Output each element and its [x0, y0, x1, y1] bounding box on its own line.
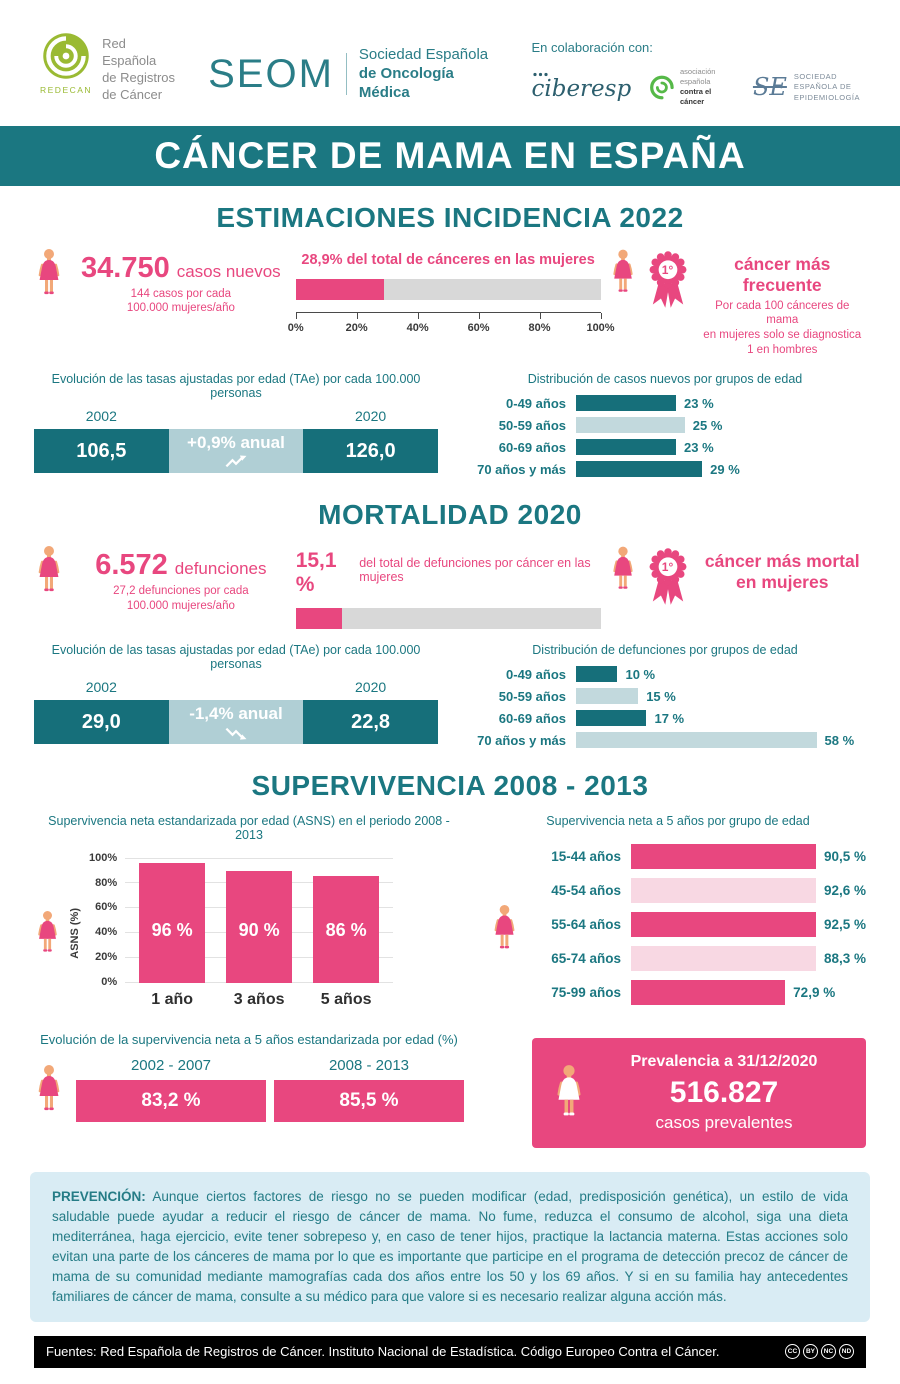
dist-row: [464, 395, 866, 411]
dist-row-bar: [576, 732, 817, 748]
mortality-rank-stat: [609, 545, 866, 608]
survival-age-row: [527, 946, 866, 971]
survival-age-label: 45-54 años: [551, 883, 621, 899]
see-logo: [753, 72, 860, 104]
aecc-text-line: asociación: [679, 67, 716, 76]
sources-text: Fuentes: Red Española de Registros de Cáncer. Instituto Nacional de Estadística. Código Europeo Contra el Cáncer.: [46, 1344, 720, 1360]
woman-icon: [34, 1064, 64, 1116]
survival-age-row: [527, 912, 866, 937]
survival-age-value: 92,5 %: [823, 917, 866, 933]
cc-nc-icon: NC: [821, 1344, 836, 1359]
axis-tick: [540, 313, 542, 319]
dist-row-value: 17 %: [654, 710, 685, 726]
y-tick-label: 0%: [101, 975, 118, 988]
survival-age-bar: [631, 946, 816, 971]
tae-value-end: 22,8: [303, 700, 438, 744]
survival-age-value: 92,6 %: [823, 883, 866, 899]
evolution-period-label: 2008 - 2013: [328, 1057, 410, 1075]
survival-charts-row: [0, 814, 900, 1014]
axis-tick: [418, 313, 420, 319]
dist-row: [464, 710, 866, 726]
trend-up-icon: [223, 455, 249, 469]
survival-section-title: SUPERVIVENCIA 2008 - 2013: [251, 770, 649, 802]
dist-row-bar: [576, 666, 617, 682]
dist-row-label: 70 años y más: [477, 461, 566, 477]
aecc-text-line: española: [679, 77, 711, 87]
aecc-text-line: contra el cáncer: [679, 87, 712, 107]
see-text-line: ESPAÑOLA DE: [793, 82, 852, 91]
tae-change-label: -1,4% anual: [189, 703, 283, 723]
dist-row: [464, 439, 866, 455]
mortality-share-bar: [296, 608, 342, 629]
incidence-rate-note: 144 casos por cada: [130, 287, 232, 300]
axis-tick: [601, 313, 603, 319]
incidence-age-distribution: [464, 372, 866, 483]
redecan-text-line: de Registros: [102, 69, 176, 85]
dist-row: [464, 417, 866, 433]
incidence-cases-label: casos nuevos: [176, 261, 281, 281]
footer-bar: [34, 1336, 866, 1368]
survival-age-label: 55-64 años: [551, 917, 621, 933]
prevention-text: Aunque ciertos factores de riesgo no se pueden modificar (edad, predisposición genética), un estilo de vida saludable puede ayudar a reducir el riesgo de cáncer de mama. No fume, reduzca el consumo de alcohol, siga una dieta mediterránea, haga ejercicio, evite tener sobrepeso y, en caso de tener hijos, practique la lactancia materna. Estas acciones solo evitan una parte de los cánceres de mama por lo que es importante que participe en el programa de detección precoz de cáncer de mama de su comunidad mediante mamografías cada dos años entre los 50 y los 69 años. Y si en su familia hay antecedentes familiares de cáncer de mama, consulte a su médico para que valore si es necesario realizar alguna acción más.: [52, 1189, 848, 1304]
incidence-section-title: ESTIMACIONES INCIDENCIA 2022: [216, 201, 684, 233]
survival-age-label: 15-44 años: [551, 849, 621, 865]
asns-x-label: 5 años: [320, 991, 372, 1009]
axis-tick: [296, 313, 298, 319]
mortality-rate-note: 100.000 mujeres/año: [126, 600, 235, 613]
asns-bar: [313, 876, 379, 984]
incidence-cases-number: 34.750: [81, 251, 170, 284]
dist-row-value: 23 %: [684, 439, 714, 455]
survival-age-label: 75-99 años: [551, 985, 621, 1001]
survival-age-row: [527, 980, 866, 1005]
rank-badge-number: 1°: [661, 262, 674, 277]
seom-wordmark: SEOM: [208, 51, 334, 96]
y-tick-label: 100%: [89, 851, 118, 864]
dist-row: [464, 461, 866, 477]
survival-evolution-block: [34, 1032, 464, 1122]
axis-tick-label: 80%: [528, 321, 551, 334]
first-place-rosette-icon: [644, 248, 692, 311]
survival-age-bar: [631, 912, 816, 937]
mortality-rank-title: cáncer más mortal: [704, 551, 860, 572]
header: [0, 0, 900, 122]
axis-tick-label: 100%: [586, 321, 615, 334]
dist-row-value: 23 %: [684, 395, 714, 411]
dist-row-label: 60-69 años: [498, 439, 566, 455]
survival-age-bar: [631, 980, 785, 1005]
survival-age-row: [527, 844, 866, 869]
survival-age-row: [527, 878, 866, 903]
mortality-stats-row: [0, 543, 900, 629]
mortality-share-track: [296, 608, 601, 629]
ciberesp-wordmark: ciberesp: [531, 76, 632, 103]
dist-row: [464, 688, 866, 704]
collaboration-block: [531, 40, 860, 108]
prevention-note: [30, 1172, 870, 1322]
mortality-age-distribution: [464, 643, 866, 754]
page-title: CÁNCER DE MAMA EN ESPAÑA: [0, 126, 900, 186]
woman-icon: [609, 248, 637, 298]
see-logo-icon: SE: [752, 73, 787, 102]
seom-text-line: de Oncología Médica: [358, 64, 454, 101]
asns-chart-title: Supervivencia neta estandarizada por edad (ASNS) en el periodo 2008 - 2013: [48, 814, 450, 843]
survival-by-age-block: [490, 814, 866, 1014]
mortality-share-chart: [296, 549, 601, 629]
aecc-logo-icon: [649, 74, 675, 101]
woman-icon: [34, 545, 64, 597]
collaboration-label: En colaboración con:: [531, 40, 653, 55]
prevalence-card: [532, 1038, 866, 1148]
axis-tick-label: 20%: [345, 321, 368, 334]
mortality-tae-block: [34, 643, 438, 754]
prevalence-number: 516.827: [669, 1076, 779, 1110]
y-tick-label: 80%: [95, 876, 118, 889]
survival-age-bar: [631, 878, 816, 903]
dist-row-bar: [576, 439, 676, 455]
incidence-rank-note: en mujeres solo se diagnostica: [703, 329, 862, 342]
dist-row-bar: [576, 688, 638, 704]
asns-x-label: 1 año: [151, 991, 194, 1009]
redecan-text: [102, 36, 182, 104]
trend-down-icon: [223, 726, 249, 740]
survival-age-bar: [631, 844, 816, 869]
ciberesp-dots-icon: [533, 72, 548, 77]
axis-tick: [479, 313, 481, 319]
dist-row-bar: [576, 395, 676, 411]
evolution-period-value: 83,2 %: [76, 1080, 266, 1122]
dist-row-bar: [576, 710, 646, 726]
survival-age-label: 65-74 años: [551, 951, 621, 967]
tae-year-end: 2020: [355, 408, 387, 425]
incidence-share-bar: [296, 279, 384, 300]
mortality-share-caption: del total de defunciones por cáncer en las mujeres: [359, 556, 591, 585]
incidence-share-axis: [287, 312, 615, 338]
axis-tick-label: 40%: [406, 321, 429, 334]
dist-row-value: 58 %: [824, 732, 855, 748]
mortality-deaths-number: 6.572: [95, 549, 168, 582]
cc-nd-icon: ND: [839, 1344, 854, 1359]
redecan-text-line: de Cáncer: [102, 86, 163, 102]
tae-year-end: 2020: [355, 679, 387, 696]
gridline: [125, 858, 393, 859]
rank-badge-number: 1°: [661, 560, 674, 575]
woman-icon: [34, 910, 61, 957]
incidence-rank-note: Por cada 100 cánceres de mama: [715, 299, 850, 327]
asns-x-label: 3 años: [233, 991, 285, 1009]
tae-change-block: [169, 429, 304, 473]
dist-row-value: 29 %: [710, 461, 740, 477]
woman-icon: [609, 545, 637, 595]
asns-bar: [139, 863, 205, 983]
mortality-rate-note: 27,2 defunciones por cada: [113, 585, 249, 598]
incidence-tae-block: [34, 372, 438, 483]
ciberesp-logo: [531, 72, 631, 102]
mortality-share-value: 15,1 %: [295, 549, 337, 597]
prevention-label: PREVENCIÓN:: [52, 1189, 146, 1205]
incidence-share-track: [296, 279, 601, 300]
dist-row-value: 15 %: [646, 688, 676, 704]
see-text-line: SOCIEDAD: [793, 71, 838, 81]
redecan-text-line: Red Española: [102, 36, 157, 68]
mortality-section-title: MORTALIDAD 2020: [318, 499, 582, 531]
incidence-cases-stat: [34, 248, 288, 317]
see-text-line: EPIDEMIOLOGÍA: [793, 92, 861, 102]
dist-row-label: 70 años y más: [477, 732, 566, 748]
axis-tick: [357, 313, 359, 319]
mortality-dist-title: Distribución de defunciones por grupos de edad: [532, 643, 798, 658]
dist-row-label: 0-49 años: [506, 395, 566, 411]
mortality-deaths-stat: [34, 545, 288, 614]
incidence-tae-title: Evolución de las tasas ajustadas por edad (TAe) por cada 100.000 personas: [51, 372, 421, 401]
incidence-detail-row: [0, 358, 900, 483]
dist-row-label: 50-59 años: [498, 417, 566, 433]
incidence-share-title: 28,9% del total de cánceres en las mujeres: [301, 251, 595, 268]
incidence-share-chart: [287, 251, 615, 338]
dist-row-label: 50-59 años: [498, 688, 566, 704]
incidence-rank-stat: [609, 248, 866, 359]
survival-by-age-title: Supervivencia neta a 5 años por grupo de edad: [546, 814, 810, 829]
mortality-detail-row: [0, 629, 900, 754]
cc-by-icon: BY: [803, 1344, 818, 1359]
y-tick-label: 60%: [95, 901, 118, 914]
incidence-rank-title: cáncer más frecuente: [734, 253, 831, 295]
prevalence-label: casos prevalentes: [655, 1113, 793, 1133]
tae-value-end: 126,0: [303, 429, 438, 473]
cc-icon: CC: [785, 1344, 800, 1359]
y-tick-label: 20%: [95, 950, 118, 963]
redecan-wordmark: REDECAN: [40, 85, 93, 95]
axis-tick-label: 0%: [287, 321, 304, 334]
prevalence-title: Prevalencia a 31/12/2020: [630, 1053, 818, 1071]
dist-row-label: 60-69 años: [498, 710, 566, 726]
incidence-rank-note: 1 en hombres: [747, 344, 818, 357]
tae-year-start: 2002: [85, 679, 117, 696]
redecan-logo-block: [40, 30, 182, 104]
asns-bar: [226, 871, 292, 984]
woman-icon: [552, 1064, 586, 1122]
y-tick-label: 40%: [95, 926, 118, 939]
dist-row-value: 25 %: [692, 417, 723, 433]
woman-icon: [490, 904, 519, 954]
evolution-period-label: 2002 - 2007: [130, 1057, 212, 1075]
incidence-dist-title: Distribución de casos nuevos por grupos de edad: [527, 372, 803, 387]
dist-row: [464, 732, 866, 748]
woman-icon: [34, 248, 64, 300]
aecc-logo: [649, 67, 735, 108]
incidence-stats-row: [0, 246, 900, 359]
seom-text-line: Sociedad Española: [358, 46, 489, 63]
tae-change-block: [169, 700, 304, 744]
seom-logo-block: [208, 46, 505, 102]
dist-row-bar: [576, 461, 702, 477]
mortality-deaths-label: defunciones: [174, 559, 267, 579]
asns-bar-value: 90 %: [238, 920, 280, 941]
asns-bar-value: 86 %: [325, 920, 367, 941]
dist-row-label: 0-49 años: [506, 666, 566, 682]
redecan-logo-icon: [40, 30, 92, 82]
asns-chart-block: [34, 814, 464, 1014]
tae-value-start: 29,0: [34, 700, 169, 744]
dist-row-bar: [576, 417, 685, 433]
axis-tick-label: 60%: [467, 321, 490, 334]
seom-divider: [346, 53, 347, 95]
incidence-rate-note: 100.000 mujeres/año: [126, 302, 235, 315]
tae-year-start: 2002: [85, 408, 117, 425]
asns-y-ticks: [89, 852, 117, 988]
first-place-rosette-icon: [644, 545, 692, 608]
tae-change-label: +0,9% anual: [187, 432, 285, 452]
survival-bottom-row: [0, 1014, 900, 1148]
asns-bar-value: 96 %: [151, 920, 193, 941]
asns-y-axis-label: ASNS (%): [69, 908, 81, 960]
dist-row: [464, 666, 866, 682]
mortality-tae-title: Evolución de las tasas ajustadas por edad (TAe) por cada 100.000 personas: [51, 643, 421, 672]
asns-plot-area: [125, 858, 393, 983]
evolution-period-value: 85,5 %: [274, 1080, 464, 1122]
survival-evolution-title: Evolución de la supervivencia neta a 5 años estandarizada por edad (%): [40, 1032, 458, 1048]
tae-value-start: 106,5: [34, 429, 169, 473]
survival-age-value: 72,9 %: [793, 985, 836, 1001]
dist-row-value: 10 %: [625, 666, 656, 682]
survival-age-value: 88,3 %: [823, 951, 866, 967]
mortality-rank-title: en mujeres: [736, 572, 829, 593]
cc-license-icons: [785, 1344, 854, 1359]
survival-age-value: 90,5 %: [823, 849, 866, 865]
